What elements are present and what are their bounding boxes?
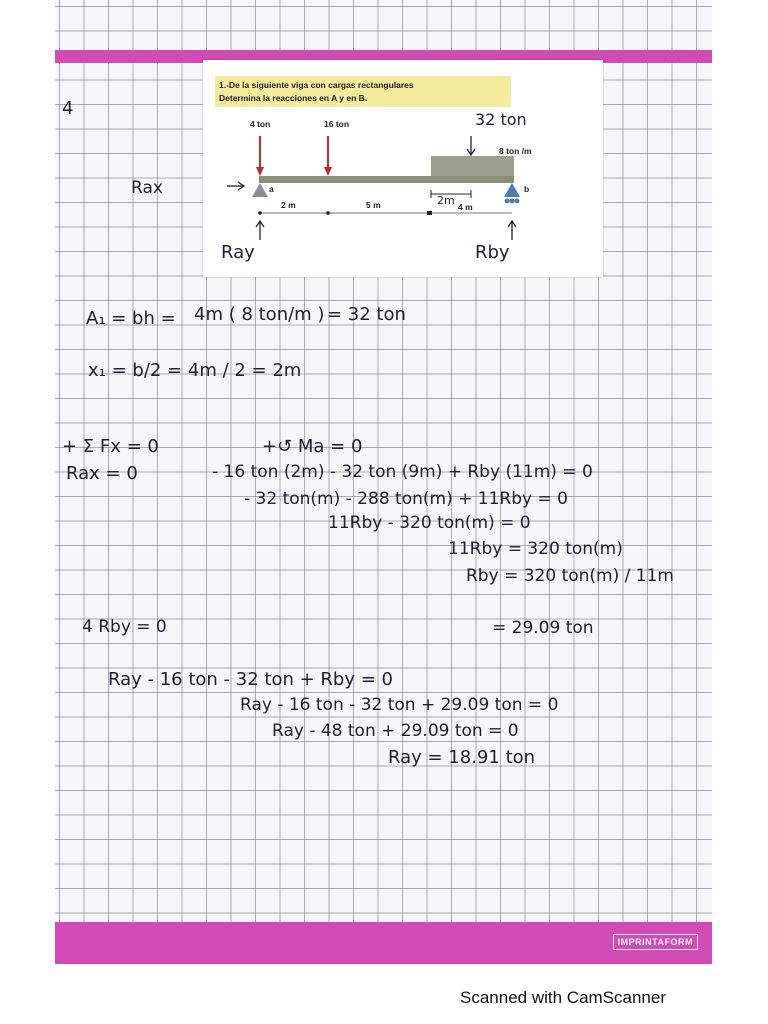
- support-b-roller: [505, 199, 510, 204]
- sum-moments-a: +↺ Ma = 0: [262, 436, 363, 457]
- beam: [259, 176, 514, 183]
- problem-title-line2: Determina la reacciones en A y en B.: [219, 93, 368, 103]
- load-arrowhead-16ton: [324, 167, 332, 176]
- area-formula: A₁ = bh =: [86, 308, 176, 329]
- problem-printout: [203, 60, 603, 277]
- distributed-load-block: [431, 156, 514, 176]
- rby-result: = 29.09 ton: [492, 618, 594, 638]
- rax-equals-zero: Rax = 0: [66, 463, 138, 484]
- support-b-roller: [515, 199, 520, 204]
- moment-eq-4: 11Rby = 320 ton(m): [448, 539, 623, 559]
- moment-eq-3: 11Rby - 320 ton(m) = 0: [328, 513, 531, 533]
- sum-forces-y-sub: Ray - 16 ton - 32 ton + 29.09 ton = 0: [240, 695, 559, 715]
- reaction-label-ray: Ray: [221, 242, 255, 263]
- sum-forces-y: Ray - 16 ton - 32 ton + Rby = 0: [108, 669, 393, 690]
- support-b-triangle: [504, 183, 520, 197]
- load-label-16ton: 16 ton: [324, 119, 350, 129]
- dim-point: [427, 211, 432, 215]
- dim-label-4m: 4 m: [458, 202, 473, 212]
- resultant-label: 32 ton: [475, 110, 527, 129]
- scanner-watermark: Scanned with CamScanner: [460, 988, 667, 1007]
- load-label-4ton: 4 ton: [250, 119, 271, 129]
- moment-eq-5: Rby = 320 ton(m) / 11m: [466, 566, 674, 586]
- support-a-label: a: [269, 184, 274, 194]
- notebook-brand-logo: IMPRINTAFORM: [613, 934, 698, 950]
- area-result: = 32 ton: [327, 304, 406, 325]
- support-b-label: b: [524, 184, 530, 194]
- area-substitution: 4m ( 8 ton/m ): [194, 304, 325, 325]
- sum-forces-y-simplified: Ray - 48 ton + 29.09 ton = 0: [272, 721, 519, 741]
- centroid-formula: x₁ = b/2 = 4m / 2 = 2m: [88, 360, 302, 381]
- moment-eq-2: - 32 ton(m) - 288 ton(m) + 11Rby = 0: [244, 489, 568, 509]
- support-b-roller: [510, 199, 515, 204]
- margin-mark: 4: [62, 98, 74, 119]
- moment-eq-1: - 16 ton (2m) - 32 ton (9m) + Rby (11m) = 0: [212, 462, 593, 482]
- load-label-distributed: 8 ton /m: [499, 146, 532, 156]
- dim-label-2m: 2 m: [281, 200, 296, 210]
- sum-forces-x: + Σ Fx = 0: [62, 436, 159, 457]
- load-arrowhead-4ton: [256, 167, 264, 176]
- hand-label-2m: 2m: [437, 194, 455, 207]
- reaction-label-rax: Rax: [131, 178, 163, 198]
- ray-result: Ray = 18.91 ton: [388, 747, 536, 768]
- problem-title-line1: 1.-De la siguiente viga con cargas rectangulares: [219, 80, 414, 90]
- reaction-label-rby: Rby: [475, 242, 510, 263]
- four-rby: 4 Rby = 0: [82, 617, 167, 637]
- beam-diagram: [203, 60, 603, 277]
- support-a-triangle: [252, 183, 268, 197]
- dim-point: [258, 211, 262, 215]
- dim-label-5m: 5 m: [366, 200, 381, 210]
- dim-point: [326, 211, 330, 215]
